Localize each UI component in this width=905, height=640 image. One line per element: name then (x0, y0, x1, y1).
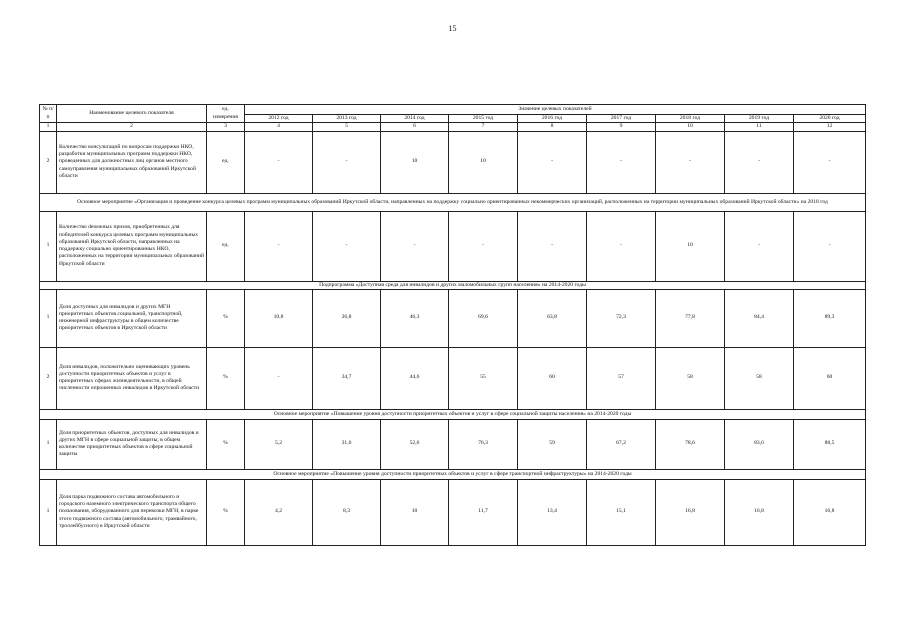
value-cell: 72,3 (587, 289, 656, 347)
header-column-number: 11 (725, 123, 794, 131)
value-cell: 11,7 (449, 479, 518, 545)
value-cell: 5,2 (245, 419, 313, 469)
value-cell: - (794, 131, 866, 193)
value-cell: 84,4 (725, 289, 794, 347)
indicator-name: Количество консультаций по вопросам поддержки НКО, разработки муниципальных программ поддержки НКО, проведенных для должностных лиц органов местного самоуправления муниципальных образований Иркутской области (57, 131, 207, 193)
value-cell: 44,6 (381, 347, 449, 409)
value-cell: 77,8 (656, 289, 725, 347)
row-number: 1 (40, 419, 57, 469)
header-column-number: 6 (381, 123, 449, 131)
value-cell: 83,6 (725, 419, 794, 469)
table-row (40, 289, 866, 347)
row-number: 2 (40, 131, 57, 193)
header-row-numbers (40, 123, 866, 131)
value-cell: - (587, 131, 656, 193)
unit-cell: ед. (207, 211, 245, 281)
row-number: 2 (40, 347, 57, 409)
header-column-number: 8 (518, 123, 587, 131)
value-cell: 4,2 (245, 479, 313, 545)
value-cell: 10 (656, 211, 725, 281)
value-cell: 10,8 (245, 289, 313, 347)
table-row (40, 347, 866, 409)
header-column-number: 1 (40, 123, 57, 131)
section-row (40, 193, 866, 211)
header-year: 2012 год (245, 115, 313, 123)
value-cell: 60 (794, 347, 866, 409)
header-column-number: 12 (794, 123, 866, 131)
row-number: 1 (40, 289, 57, 347)
value-cell: 10 (381, 479, 449, 545)
value-cell: 16,8 (725, 479, 794, 545)
row-number: 1 (40, 479, 57, 545)
value-cell: 15,1 (587, 479, 656, 545)
section-title: Подпрограмма «Доступная среда для инвалидов и других маломобильных групп населения» на 2014-2020 годы (40, 281, 866, 289)
section-title: Основное мероприятие «Повышение уровня доступности приоритетных объектов и услуг в сфере социальной защиты населения» на 2014-2020 годы (40, 409, 866, 419)
section-title: Основное мероприятие «Повышение уровня доступности приоритетных объектов и услуг в сфере транспортной инфраструктуры» на 2014-2020 годы (40, 469, 866, 479)
header-column-number: 9 (587, 123, 656, 131)
value-cell: - (587, 211, 656, 281)
value-cell: - (449, 211, 518, 281)
header-row-top (40, 105, 866, 115)
value-cell: - (518, 131, 587, 193)
header-column-number: 4 (245, 123, 313, 131)
header-unit: ед. измерения (207, 105, 245, 123)
header-values: Значение целевых показателей (245, 105, 866, 115)
indicator-name: Количество denежных призов, приобретенных для победителей конкурса целевых программ муниципальных образований Иркутской области, направленных на поддержку социально ориентированных НКО, расположенных на территории муниципальных образований Иркутской области (57, 211, 207, 281)
value-cell: 10 (449, 131, 518, 193)
value-cell: - (725, 211, 794, 281)
value-cell: 63,8 (518, 289, 587, 347)
value-cell: - (518, 211, 587, 281)
value-cell: 26,8 (313, 289, 381, 347)
section-row (40, 469, 866, 479)
value-cell: - (381, 211, 449, 281)
unit-cell: ед. (207, 131, 245, 193)
indicator-name: Доля доступных для инвалидов и других МГН приоритетных объектов социальной, транспортной, инженерной инфраструктуры в общем количестве приоритетных объектов в Иркутской области (57, 289, 207, 347)
unit-cell: % (207, 419, 245, 469)
header-year: 2016 год (518, 115, 587, 123)
header-num: № п/п (40, 105, 57, 123)
value-cell: 57 (587, 347, 656, 409)
value-cell: - (245, 211, 313, 281)
header-column-number: 2 (57, 123, 207, 131)
section-row (40, 409, 866, 419)
value-cell: 78,6 (656, 419, 725, 469)
value-cell: 13,4 (518, 479, 587, 545)
header-name: Наименование целевого показателя (57, 105, 207, 123)
table-row (40, 211, 866, 281)
unit-cell: % (207, 289, 245, 347)
page-number: 15 (448, 24, 457, 33)
indicators-table (39, 104, 866, 546)
indicator-name: Доля инвалидов, положительно оценивающих уровень доступности приоритетных объектов и услуг в приоритетных сферах жизнедеятельности, в общей численности опрошенных инвалидов в Иркутской области (57, 347, 207, 409)
value-cell: 10 (381, 131, 449, 193)
value-cell: - (313, 211, 381, 281)
header-year: 2020 год (794, 115, 866, 123)
unit-cell: % (207, 347, 245, 409)
header-year: 2019 год (725, 115, 794, 123)
value-cell: 69,6 (449, 289, 518, 347)
header-year: 2013 год (313, 115, 381, 123)
value-cell: - (245, 347, 313, 409)
value-cell: 16,8 (794, 479, 866, 545)
value-cell: - (794, 211, 866, 281)
value-cell: 46,3 (381, 289, 449, 347)
indicator-name: Доля приоритетных объектов, доступных для инвалидов и других МГН в сфере социальной защиты, в общем количестве приоритетных объектов в сфере социальной защиты (57, 419, 207, 469)
header-year: 2017 год (587, 115, 656, 123)
value-cell: 55 (449, 347, 518, 409)
header-column-number: 7 (449, 123, 518, 131)
value-cell: 88,5 (794, 419, 866, 469)
header-year: 2018 год (656, 115, 725, 123)
value-cell: 8,3 (313, 479, 381, 545)
value-cell: 76,3 (449, 419, 518, 469)
header-year: 2014 год (381, 115, 449, 123)
value-cell: - (725, 131, 794, 193)
header-year: 2015 год (449, 115, 518, 123)
value-cell: 16,8 (656, 479, 725, 545)
table-row (40, 131, 866, 193)
value-cell: 34,7 (313, 347, 381, 409)
value-cell: 31,6 (313, 419, 381, 469)
table-row (40, 419, 866, 469)
table-row (40, 479, 866, 545)
section-title: Основное мероприятие «Организация и проведение конкурса целевых программ муниципальных образований Иркутской области, направленных на поддержку социально ориентированных некоммерческих организаций, расположенных на территории муниципальных образований Иркутской области» на 2018 год (40, 193, 866, 211)
value-cell: - (656, 131, 725, 193)
header-column-number: 3 (207, 123, 245, 131)
value-cell: 67,2 (587, 419, 656, 469)
value-cell: 52,6 (381, 419, 449, 469)
value-cell: 60 (518, 347, 587, 409)
value-cell: 58 (725, 347, 794, 409)
unit-cell: % (207, 479, 245, 545)
value-cell: 59 (518, 419, 587, 469)
section-row (40, 281, 866, 289)
value-cell: 58 (656, 347, 725, 409)
header-column-number: 10 (656, 123, 725, 131)
value-cell: 89,3 (794, 289, 866, 347)
value-cell: - (245, 131, 313, 193)
indicator-name: Доля парка подвижного состава автомобильного и городского наземного электрического транспорта общего пользования, оборудованного для перевозки МГН, в парке этого подвижного состава (автомобильного, трамвайного, троллейбусного) в Иркутской области (57, 479, 207, 545)
row-number: 1 (40, 211, 57, 281)
header-column-number: 5 (313, 123, 381, 131)
value-cell: - (313, 131, 381, 193)
